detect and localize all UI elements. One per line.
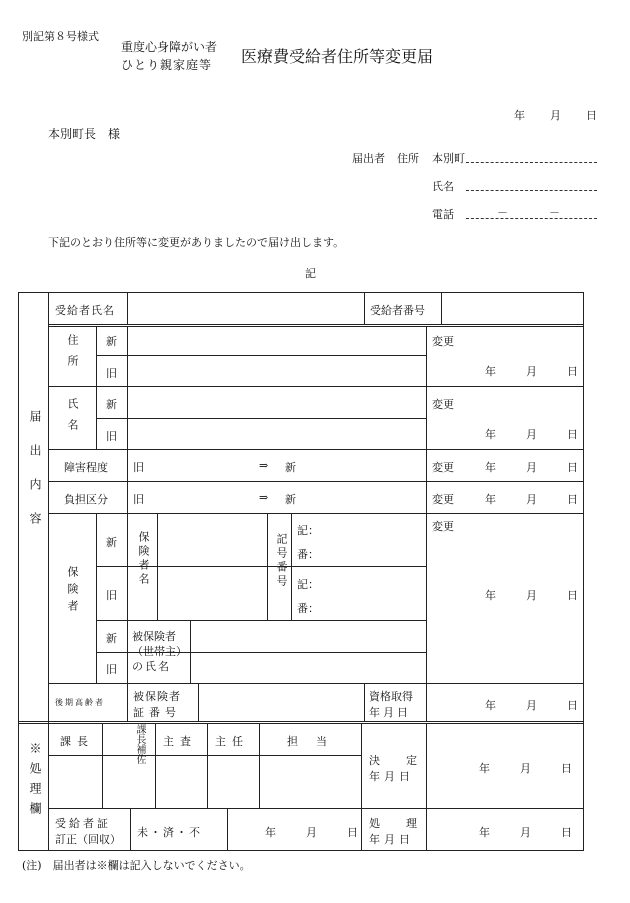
tanto-stamp-field[interactable] (260, 756, 360, 807)
tanto-label: 担当 (287, 735, 345, 748)
date-month: 月 (550, 109, 561, 122)
disability-label: 障害程度 (64, 461, 108, 474)
insurer-new-label: 新 (106, 536, 117, 549)
kacho-hosa-stamp-field[interactable] (103, 756, 154, 807)
statement: 下記のとおり住所等に変更がありましたので届け出します。 (48, 236, 345, 249)
burden-label: 負担区分 (64, 493, 108, 506)
shori-year: 年 (479, 826, 490, 839)
insured-label-2: （世帯主） (132, 645, 187, 658)
burden-change-label: 変更 (432, 493, 454, 506)
applicant-label: 届出者 (352, 152, 385, 165)
subtitle-line2: ひとり親家庭等 (121, 58, 213, 72)
burden-month: 月 (526, 493, 537, 506)
address-field[interactable] (466, 162, 597, 163)
page-title: 医療費受給者住所等変更届 (241, 47, 434, 66)
shusa-label: 主査 (163, 735, 197, 748)
date-day: 日 (586, 109, 597, 122)
address-new-label: 新 (106, 335, 117, 348)
burden-arrow: ⇒ (259, 491, 269, 504)
name-old-label: 旧 (106, 430, 117, 443)
insurer-month: 月 (526, 589, 537, 602)
kacho-hosa-label: 課長補佐 (134, 724, 145, 764)
name-old-field[interactable] (128, 419, 425, 448)
insurer-year: 年 (485, 589, 496, 602)
address-label: 住所 (397, 152, 419, 165)
qualification-label-2: 年月日 (369, 706, 411, 719)
burden-old-label: 旧 (133, 493, 144, 506)
address-old-label: 旧 (106, 367, 117, 380)
insured-number-field[interactable] (199, 684, 363, 721)
cert-label-2: 訂正（回収） (55, 833, 121, 846)
new-kigo-label: 記： (297, 524, 319, 537)
address-prefix: 本別町 (432, 152, 465, 165)
phone-sep-1: － (497, 206, 508, 219)
name-year: 年 (485, 428, 496, 441)
insurer-name-new-field[interactable] (158, 514, 266, 566)
disability-year: 年 (485, 461, 496, 474)
recipient-number-field[interactable] (442, 293, 582, 324)
disability-new-label: 新 (285, 461, 296, 474)
phone-label: 電話 (432, 208, 454, 221)
burden-new-label: 新 (285, 493, 296, 506)
insurer-name-label: 保険者名 (137, 531, 150, 587)
kettei-label-2: 年月日 (369, 770, 414, 783)
address-change-label: 変更 (432, 335, 454, 348)
disability-day: 日 (567, 461, 578, 474)
insured-label-1: 被保険者 (132, 630, 176, 643)
burden-year: 年 (485, 493, 496, 506)
name-label: 氏名 (432, 180, 454, 193)
qualification-day: 日 (567, 699, 578, 712)
burden-day: 日 (567, 493, 578, 506)
cert-label-1: 受給者証 (55, 817, 111, 830)
name-row-label: 氏名 (66, 398, 79, 440)
date-year: 年 (514, 109, 525, 122)
shori-label-1: 処理 (369, 817, 443, 830)
insurer-name-old-field[interactable] (158, 567, 266, 619)
cert-status[interactable]: 未・済・不 (137, 826, 202, 839)
side-label-todokede: 届出内容 (28, 410, 42, 546)
footnote: (注) 届出者は※欄は記入しないでください。 (22, 859, 251, 872)
name-month: 月 (526, 428, 537, 441)
name-new-label: 新 (106, 398, 117, 411)
recipient-name-field[interactable] (128, 293, 363, 324)
subtitle-line1: 重度心身障がい者 (121, 40, 218, 54)
new-bango-label: 番： (297, 548, 319, 561)
cert-day: 日 (347, 826, 358, 839)
recipient-number-label: 受給者番号 (370, 304, 425, 317)
shusa-stamp-field[interactable] (156, 756, 206, 807)
kettei-label-1: 決定 (369, 754, 443, 767)
kettei-year: 年 (479, 762, 490, 775)
disability-arrow: ⇒ (259, 459, 269, 472)
insured-number-label-1: 被保険者 (133, 690, 181, 703)
address-old-field[interactable] (128, 356, 425, 386)
phone-sep-2: － (549, 206, 560, 219)
shunin-stamp-field[interactable] (208, 756, 258, 807)
name-new-field[interactable] (128, 387, 425, 417)
insurer-old-label: 旧 (106, 589, 117, 602)
name-change-label: 変更 (432, 398, 454, 411)
address-day: 日 (567, 365, 578, 378)
phone-field[interactable] (466, 218, 597, 219)
old-kigo-label: 記： (297, 578, 319, 591)
address-new-field[interactable] (128, 327, 425, 355)
disability-month: 月 (526, 461, 537, 474)
insured-new-field[interactable] (191, 621, 425, 651)
shunin-label: 主任 (215, 735, 249, 748)
disability-old-label: 旧 (133, 461, 144, 474)
form-id: 別記第８号様式 (22, 30, 99, 43)
name-day: 日 (567, 428, 578, 441)
shori-day: 日 (561, 826, 572, 839)
kacho-label: 課長 (60, 735, 94, 748)
side-label-processing: ※処理欄 (28, 742, 42, 822)
insurer-day: 日 (567, 589, 578, 602)
insurer-row-label: 保険者 (66, 566, 79, 617)
insured-old-field[interactable] (191, 653, 425, 682)
address-row-label: 住所 (66, 334, 79, 376)
name-field[interactable] (466, 190, 597, 191)
qualification-year: 年 (485, 699, 496, 712)
address-month: 月 (526, 365, 537, 378)
qualification-month: 月 (526, 699, 537, 712)
cert-year: 年 (265, 826, 276, 839)
insured-label-3: の氏名 (132, 660, 171, 673)
old-bango-label: 番： (297, 602, 319, 615)
kettei-month: 月 (520, 762, 531, 775)
symbol-number-label: 記号番号 (275, 533, 288, 589)
address-year: 年 (485, 365, 496, 378)
shori-label-2: 年月日 (369, 833, 414, 846)
insurer-change-label: 変更 (432, 520, 454, 533)
addressee: 本別町長 様 (48, 127, 121, 141)
qualification-label-1: 資格取得 (369, 690, 413, 703)
disability-change-label: 変更 (432, 461, 454, 474)
kacho-stamp-field[interactable] (49, 756, 101, 807)
recipient-name-label: 受給者氏名 (55, 304, 115, 317)
insured-new-label: 新 (106, 632, 117, 645)
insured-old-label: 旧 (106, 663, 117, 676)
ki-label: 記 (305, 267, 316, 280)
elderly-label: 後期高齢者 (55, 698, 105, 707)
cert-month: 月 (306, 826, 317, 839)
shori-month: 月 (520, 826, 531, 839)
kettei-day: 日 (561, 762, 572, 775)
insured-number-label-2: 証番号 (133, 706, 181, 719)
